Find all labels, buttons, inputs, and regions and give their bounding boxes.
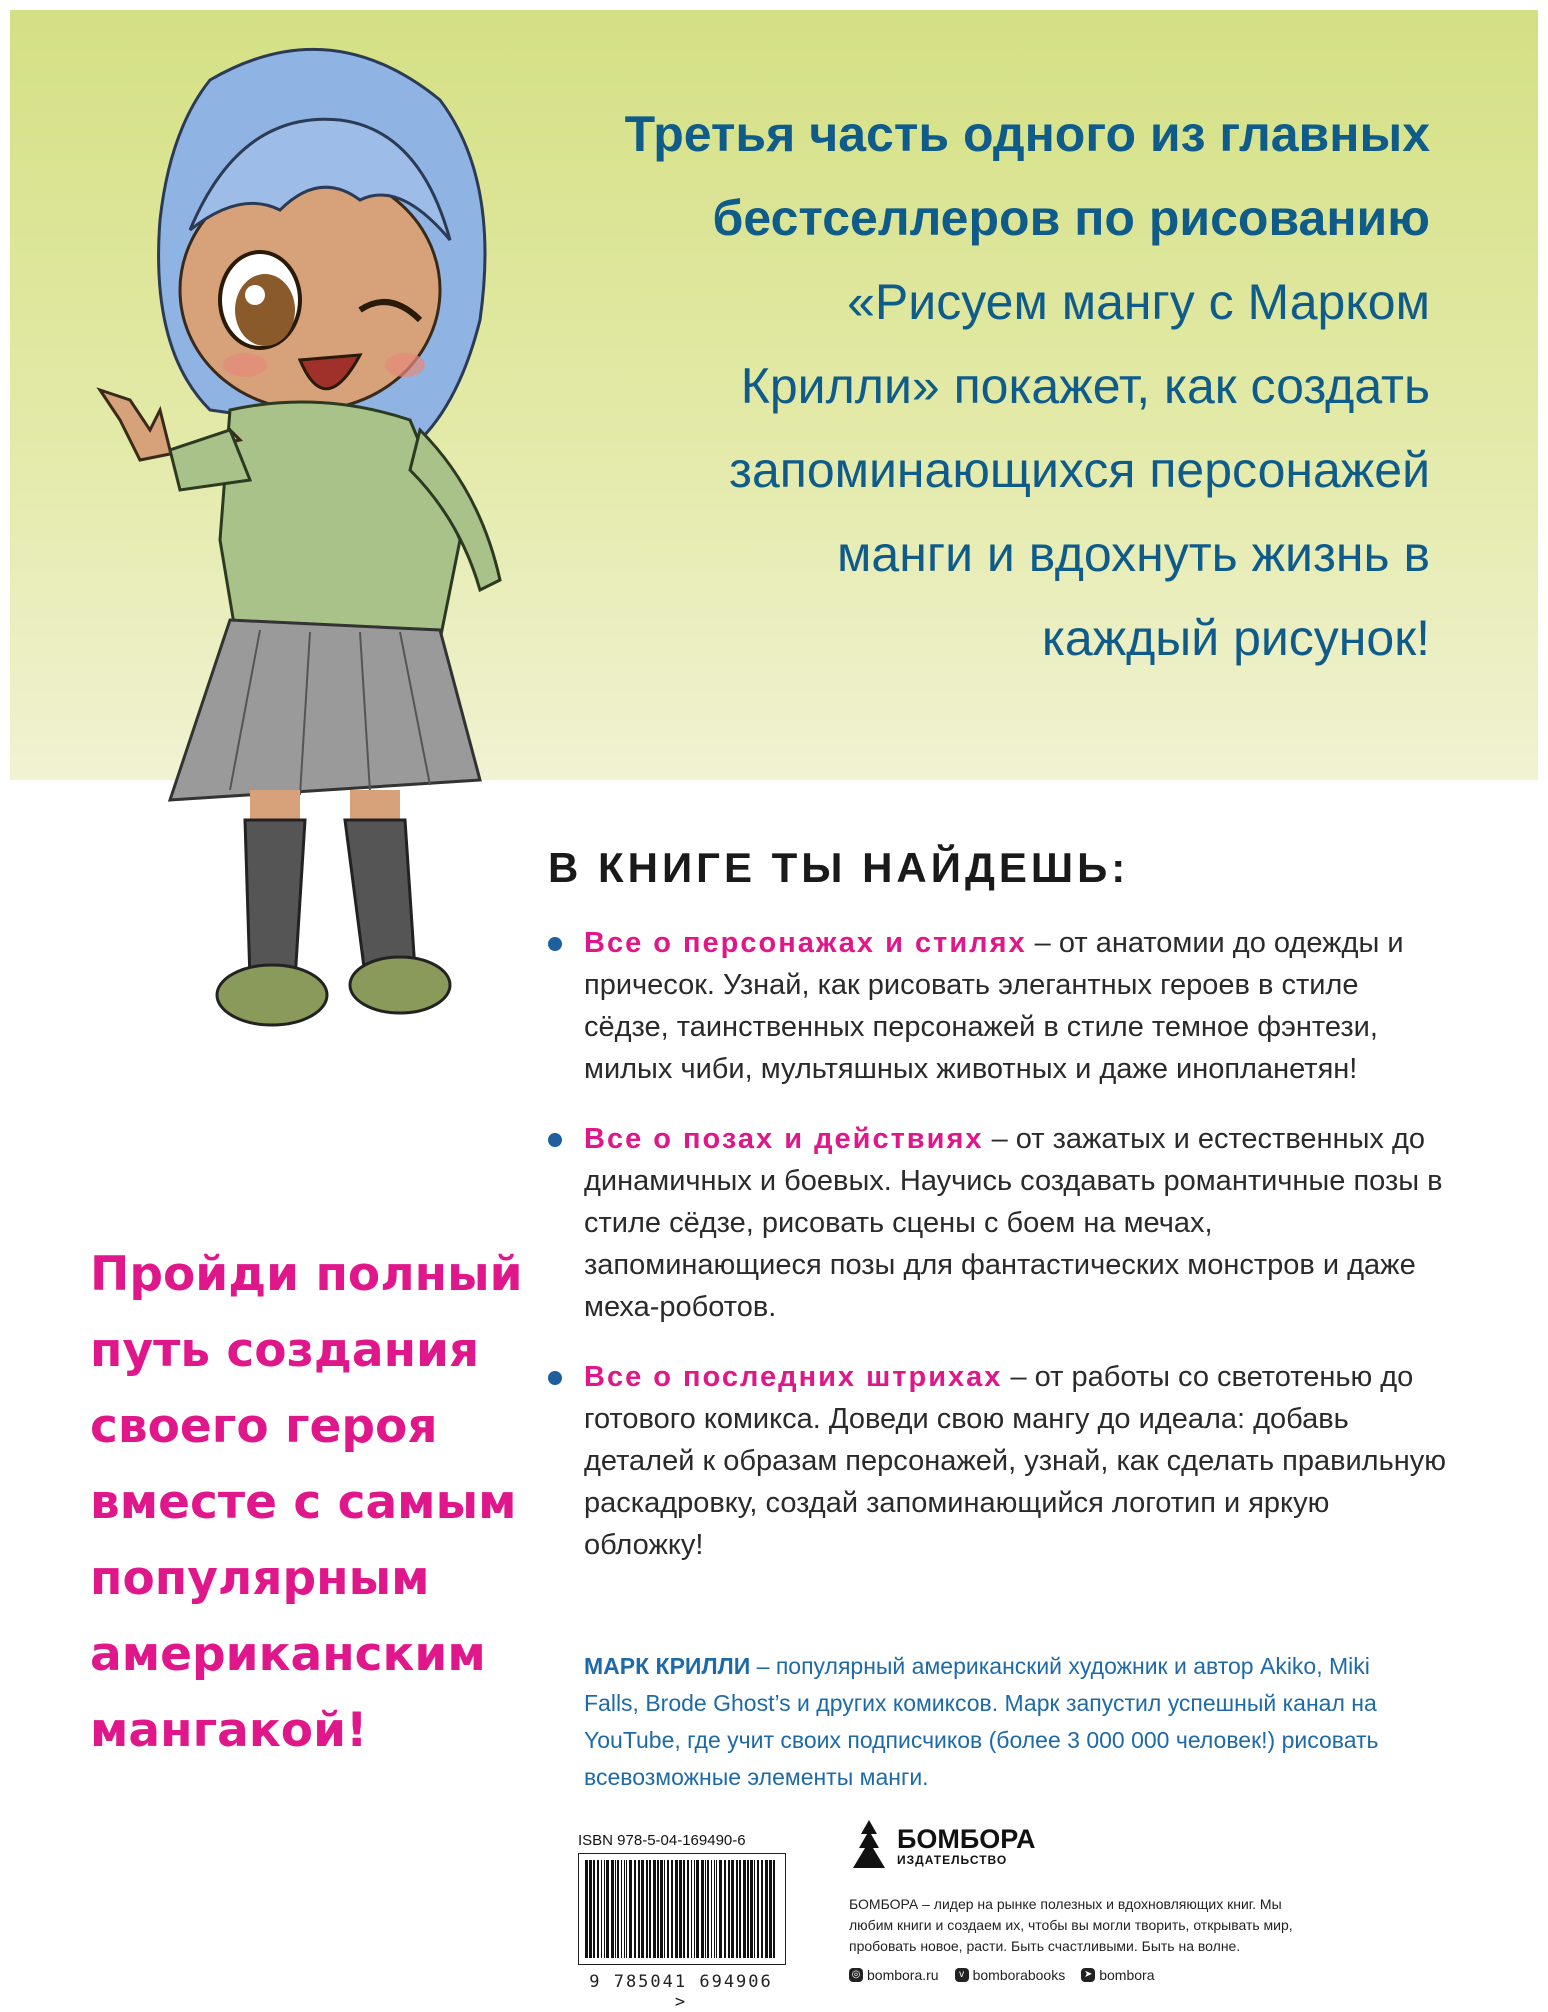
barcode-digits: 9 785041 694906 > (589, 1972, 773, 2012)
headline-line-6: манги и вдохнуть жизнь в (837, 526, 1430, 582)
bullet-dot-icon (548, 1133, 562, 1147)
headline-line-4: Крилли» покажет, как создать (740, 358, 1430, 414)
author-name: МАРК КРИЛЛИ (584, 1653, 751, 1679)
promo-line-2: путь создания (90, 1323, 480, 1378)
social-links (849, 1967, 1319, 1983)
bullet-dot-icon (548, 1371, 562, 1385)
feature-highlight: Все о позах и действиях (584, 1123, 984, 1155)
headline-line-3: «Рисуем мангу с Марком (847, 274, 1430, 330)
feature-item (548, 922, 1448, 1090)
promo-line-4: вместе с самым (90, 1475, 517, 1530)
promo-line-5: популярным (90, 1551, 430, 1606)
publisher-logo (849, 1818, 1319, 1874)
promo-block (90, 1237, 550, 1769)
author-bio (584, 1648, 1404, 1796)
isbn-label: ISBN 978-5-04-169490-6 (578, 1832, 746, 1849)
publisher-description: БОМБОРА – лидер на рынке полезных и вдохновляющих книг. Мы любим книги и создаем их, чтобы вы могли творить, открывать мир, пробовать новое, расти. Быть счастливыми. Быть на волне. (849, 1896, 1293, 1954)
instagram-icon: ◎ (849, 1968, 863, 1982)
social-link-telegram[interactable] (1081, 1967, 1154, 1983)
promo-line-1: Пройди полный (90, 1247, 523, 1302)
bullet-dot-icon (548, 937, 562, 951)
isbn-block (578, 1832, 784, 2012)
headline-line-5: запоминающихся персонажей (729, 442, 1430, 498)
social-label: bombora.ru (867, 1967, 939, 1983)
feature-text: – от работы со светотенью до готового комикса. Доведи свою мангу до идеала: добавь деталей к образам персонажей, узнай, как сделать правильную раскадровку, создай запоминающийся логотип и яркую обложку! (584, 1361, 1446, 1561)
social-link-vk[interactable] (955, 1967, 1066, 1983)
promo-line-3: своего героя (90, 1399, 438, 1454)
feature-highlight: Все о персонажах и стилях (584, 927, 1027, 959)
bombora-logo-icon (849, 1818, 889, 1874)
social-label: bombora (1099, 1967, 1155, 1983)
vk-icon: v (955, 1968, 969, 1982)
feature-item (548, 1118, 1448, 1328)
headline-line-2: бестселлеров по рисованию (712, 190, 1430, 246)
publisher-subtitle: ИЗДАТЕЛЬСТВО (897, 1853, 1008, 1867)
publisher-block (849, 1818, 1319, 1983)
section-title: В КНИГЕ ТЫ НАЙДЕШЬ: (548, 844, 1130, 891)
social-link-instagram[interactable] (849, 1967, 939, 1983)
social-label: bomborabooks (972, 1967, 1066, 1983)
feature-list (548, 922, 1448, 1594)
telegram-icon: ➤ (1081, 1968, 1095, 1982)
headline-line-1: Третья часть одного из главных (624, 106, 1430, 162)
headline-line-7: каждый рисунок! (1041, 610, 1430, 666)
barcode-icon (578, 1853, 786, 1965)
feature-item (548, 1356, 1448, 1566)
promo-line-7: мангакой! (90, 1703, 368, 1758)
chibi-character-illustration (60, 20, 520, 1040)
headline-block (470, 92, 1430, 680)
feature-text: – от анатомии до одежды и причесок. Узнай, как рисовать элегантных героев в стиле сёдзе, таинственных персонажей в стиле темное фэнтези, милых чиби, мультяшных животных и даже инопланетян! (584, 927, 1404, 1085)
author-bio-text: – популярный американский художник и автор Akiko, Miki Falls, Brode Ghost’s и других комиксов. Марк запустил успешный канал на YouTube, где учит своих подписчиков (более 3 000 000 человек!) рисовать всевозможные элементы манги. (584, 1653, 1379, 1790)
publisher-name: БОМБОРА (897, 1824, 1036, 1854)
feature-text: – от зажатых и естественных до динамичных и боевых. Научись создавать романтичные позы в стиле сёдзе, рисовать сцены с боем на мечах, запоминающиеся позы для фантастических монстров и даже меха-роботов. (584, 1123, 1443, 1323)
feature-highlight: Все о последних штрихах (584, 1361, 1003, 1393)
promo-line-6: американским (90, 1627, 486, 1682)
